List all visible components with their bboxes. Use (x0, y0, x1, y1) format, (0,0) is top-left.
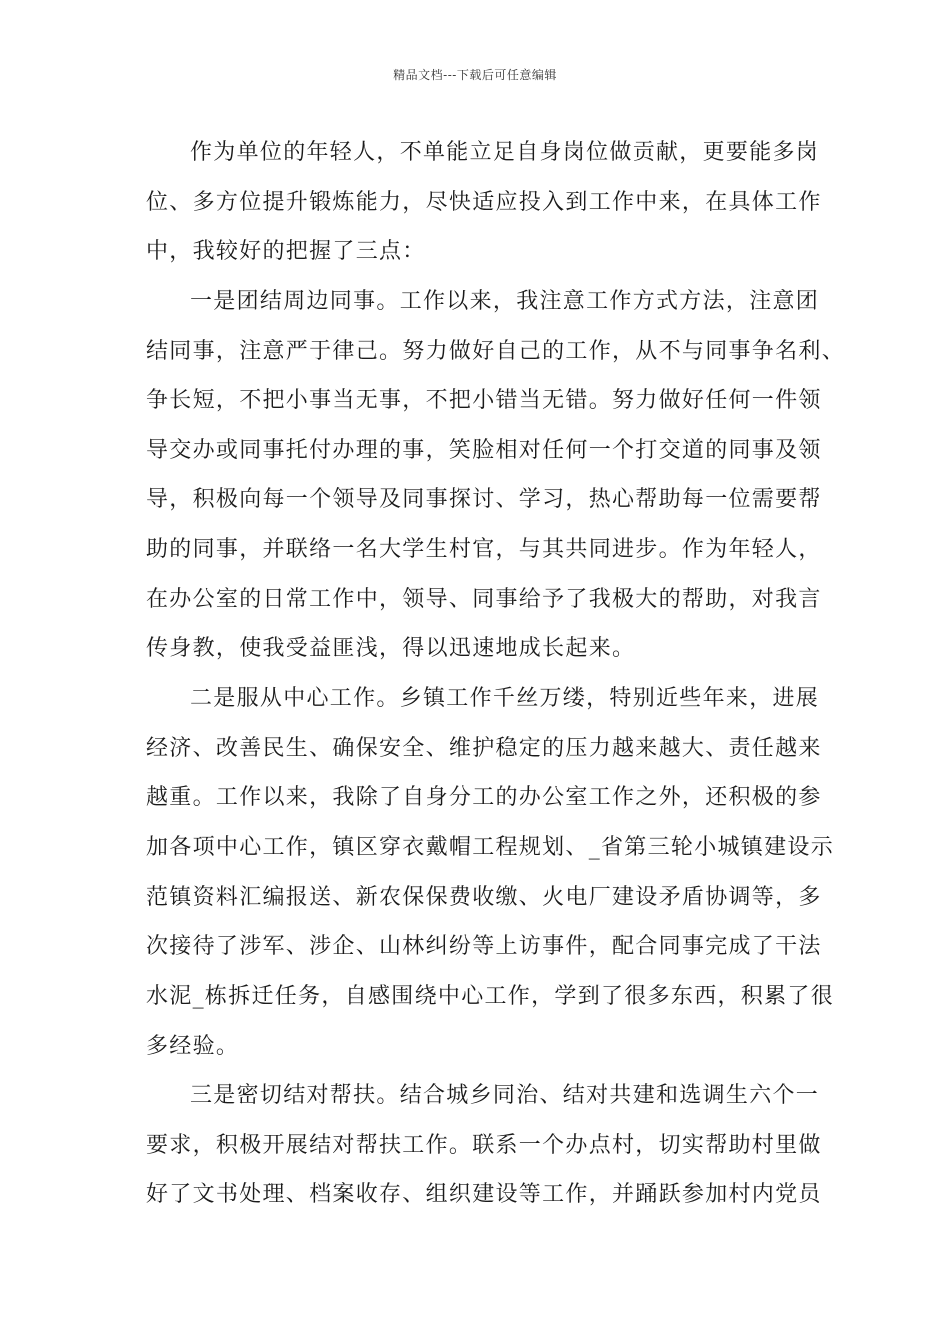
paragraph-2-line-7: 在办公室的日常工作中，领导、同事给予了我极大的帮助，对我言 (146, 586, 822, 612)
paragraph-3-line-7: 水泥_栋拆迁任务，自感围绕中心工作，学到了很多东西，积累了很 (146, 983, 835, 1009)
paragraph-2-line-1: 一是团结周边同事。工作以来，我注意工作方式方法，注意团 (190, 288, 820, 314)
paragraph-2-line-3: 争长短，不把小事当无事，不把小错当无错。努力做好任何一件领 (146, 388, 822, 414)
paragraph-3-line-3: 越重。工作以来，我除了自身分工的办公室工作之外，还积极的参 (146, 785, 822, 811)
paragraph-2-line-8: 传身教，使我受益匪浅，得以迅速地成长起来。 (146, 636, 636, 662)
paragraph-3-line-2: 经济、改善民生、确保安全、维护稳定的压力越来越大、责任越来 (146, 735, 822, 761)
paragraph-3-line-5: 范镇资料汇编报送、新农保保费收缴、火电厂建设矛盾协调等，多 (146, 884, 822, 910)
paragraph-1-line-1: 作为单位的年轻人，不单能立足自身岗位做贡献，更要能多岗 (190, 140, 820, 165)
paragraph-2-line-2: 结同事，注意严于律己。努力做好自己的工作，从不与同事争名利、 (146, 338, 846, 364)
paragraph-3-line-8: 多经验。 (146, 1033, 240, 1059)
page-header: 精品文档---下载后可任意编辑 (393, 68, 557, 82)
document-body (146, 128, 846, 1220)
paragraph-2-line-5: 导，积极向每一个领导及同事探讨、学习，热心帮助每一位需要帮 (146, 487, 822, 513)
paragraph-1-line-2: 位、多方位提升锻炼能力，尽快适应投入到工作中来，在具体工作 (146, 189, 822, 215)
paragraph-3-line-6: 次接待了涉军、涉企、山林纠纷等上访事件，配合同事完成了干法 (146, 934, 822, 960)
paragraph-1-line-3: 中，我较好的把握了三点： (146, 239, 426, 265)
paragraph-2-line-4: 导交办或同事托付办理的事，笑脸相对任何一个打交道的同事及领 (146, 437, 822, 463)
paragraph-4-line-2: 要求，积极开展结对帮扶工作。联系一个办点村，切实帮助村里做 (146, 1132, 822, 1158)
paragraph-3-line-1: 二是服从中心工作。乡镇工作千丝万缕，特别近些年来，进展 (190, 686, 820, 712)
paragraph-3-line-4: 加各项中心工作，镇区穿衣戴帽工程规划、_省第三轮小城镇建设示 (146, 834, 835, 860)
paragraph-4-line-3: 好了文书处理、档案收存、组织建设等工作，并踊跃参加村内党员 (146, 1182, 822, 1208)
paragraph-2-line-6: 助的同事，并联络一名大学生村官，与其共同进步。作为年轻人， (146, 537, 822, 563)
paragraph-4-line-1: 三是密切结对帮扶。结合城乡同治、结对共建和选调生六个一 (190, 1083, 820, 1109)
